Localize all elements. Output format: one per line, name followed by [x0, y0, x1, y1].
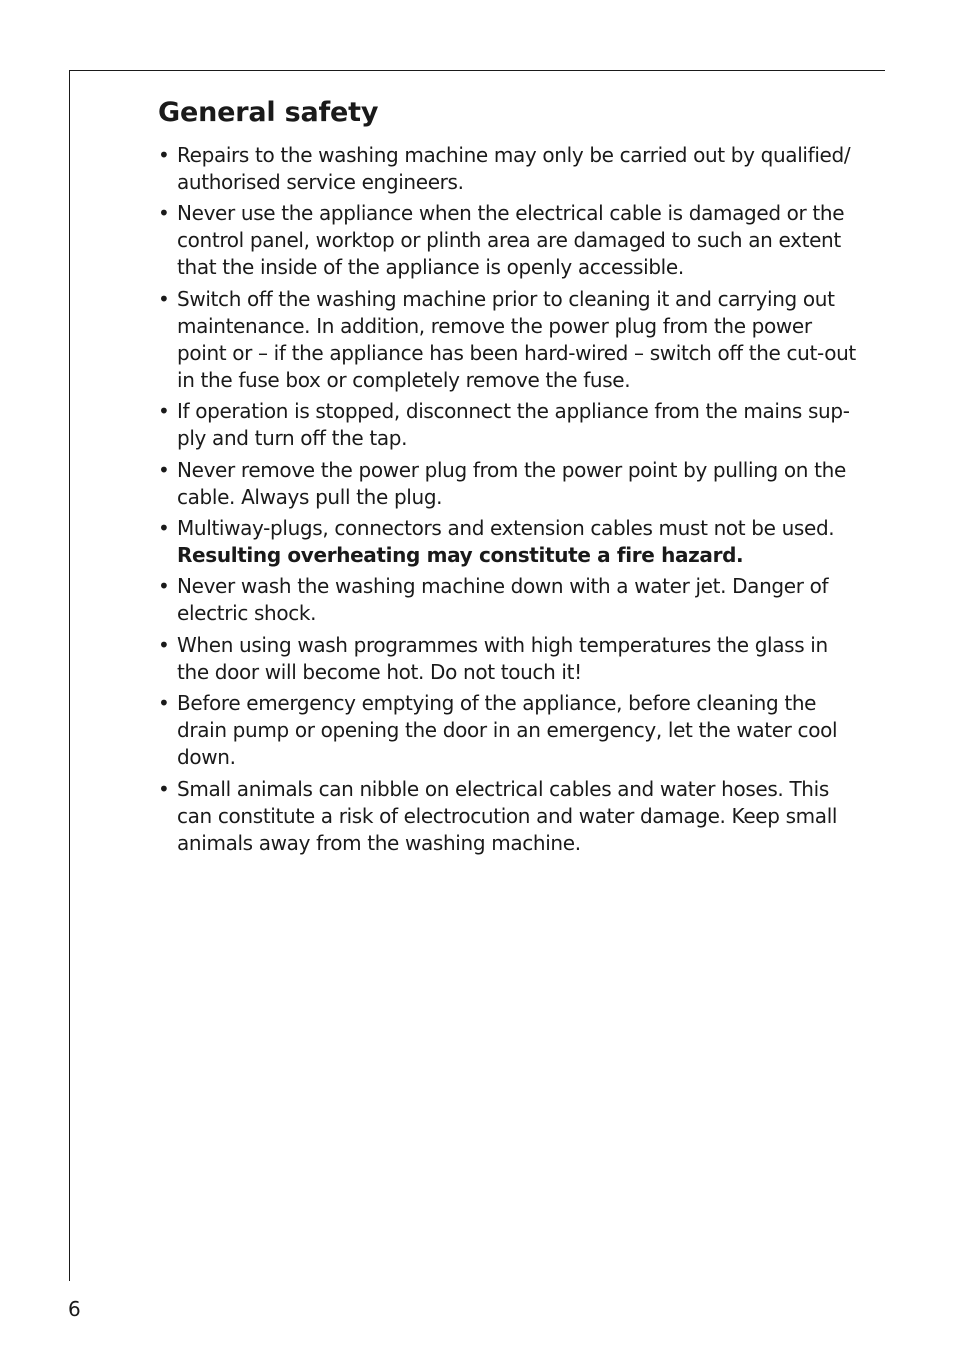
item-text: Switch off the washing machine prior to cleaning it and carrying out maintenance. In addition, remove the power plug from the power point or – if the appliance has been hard-wired – switch off the cut-out in the fuse box or completely remove the fuse.	[177, 286, 856, 392]
item-text: Multiway-plugs, connectors and extension cables must not be used.	[177, 515, 835, 540]
item-text: Repairs to the washing machine may only be carried out by qualified/ authorised service engineers.	[177, 143, 851, 194]
bullet-icon: •	[158, 201, 170, 226]
general-safety-section	[158, 94, 863, 861]
safety-item-power-plug	[158, 457, 863, 511]
bullet-icon: •	[158, 515, 170, 540]
safety-item-operation-stopped	[158, 398, 863, 452]
safety-bullet-list	[158, 142, 863, 857]
bullet-icon: •	[158, 143, 170, 167]
safety-item-repairs	[158, 142, 863, 196]
safety-item-hot-glass	[158, 632, 863, 686]
fire-hazard-warning: Resulting overheating may constitute a fire hazard.	[177, 542, 744, 567]
bullet-icon: •	[158, 691, 170, 716]
safety-item-water-jet	[158, 573, 863, 627]
top-rule	[69, 70, 885, 71]
left-rule	[69, 70, 70, 1281]
safety-item-switch-off	[158, 286, 863, 394]
item-text: Small animals can nibble on electrical cables and water hoses. This can constitute a risk of electrocution and water damage. Keep small animals away from the washing machine.	[177, 776, 838, 855]
safety-item-emergency-emptying	[158, 690, 863, 771]
bullet-icon: •	[158, 574, 170, 599]
item-text: Never wash the washing machine down with a water jet. Danger of electric shock.	[177, 574, 829, 626]
bullet-icon: •	[158, 399, 170, 424]
section-title: General safety	[158, 97, 379, 128]
page-number: 6	[68, 1297, 81, 1321]
safety-item-damaged-cable	[158, 200, 863, 281]
item-text: Never use the appliance when the electrical cable is damaged or the control panel, worktop or plinth area are damaged to such an extent that the inside of the appliance is openly accessible.	[177, 201, 845, 280]
item-text: Before emergency emptying of the appliance, before cleaning the drain pump or opening the door in an emergency, let the water cool down.	[177, 691, 838, 770]
bullet-icon: •	[158, 776, 170, 801]
item-text: If operation is stopped, disconnect the appliance from the mains sup-ply and turn off the tap.	[177, 399, 850, 451]
bullet-icon: •	[158, 632, 170, 657]
bullet-icon: •	[158, 457, 170, 482]
bullet-icon: •	[158, 286, 170, 311]
item-text: When using wash programmes with high temperatures the glass in the door will become hot. Do not touch it!	[177, 632, 828, 684]
safety-item-small-animals	[158, 776, 863, 857]
item-text: Never remove the power plug from the power point by pulling on the cable. Always pull the plug.	[177, 457, 846, 509]
safety-item-multiway-plugs	[158, 515, 863, 569]
